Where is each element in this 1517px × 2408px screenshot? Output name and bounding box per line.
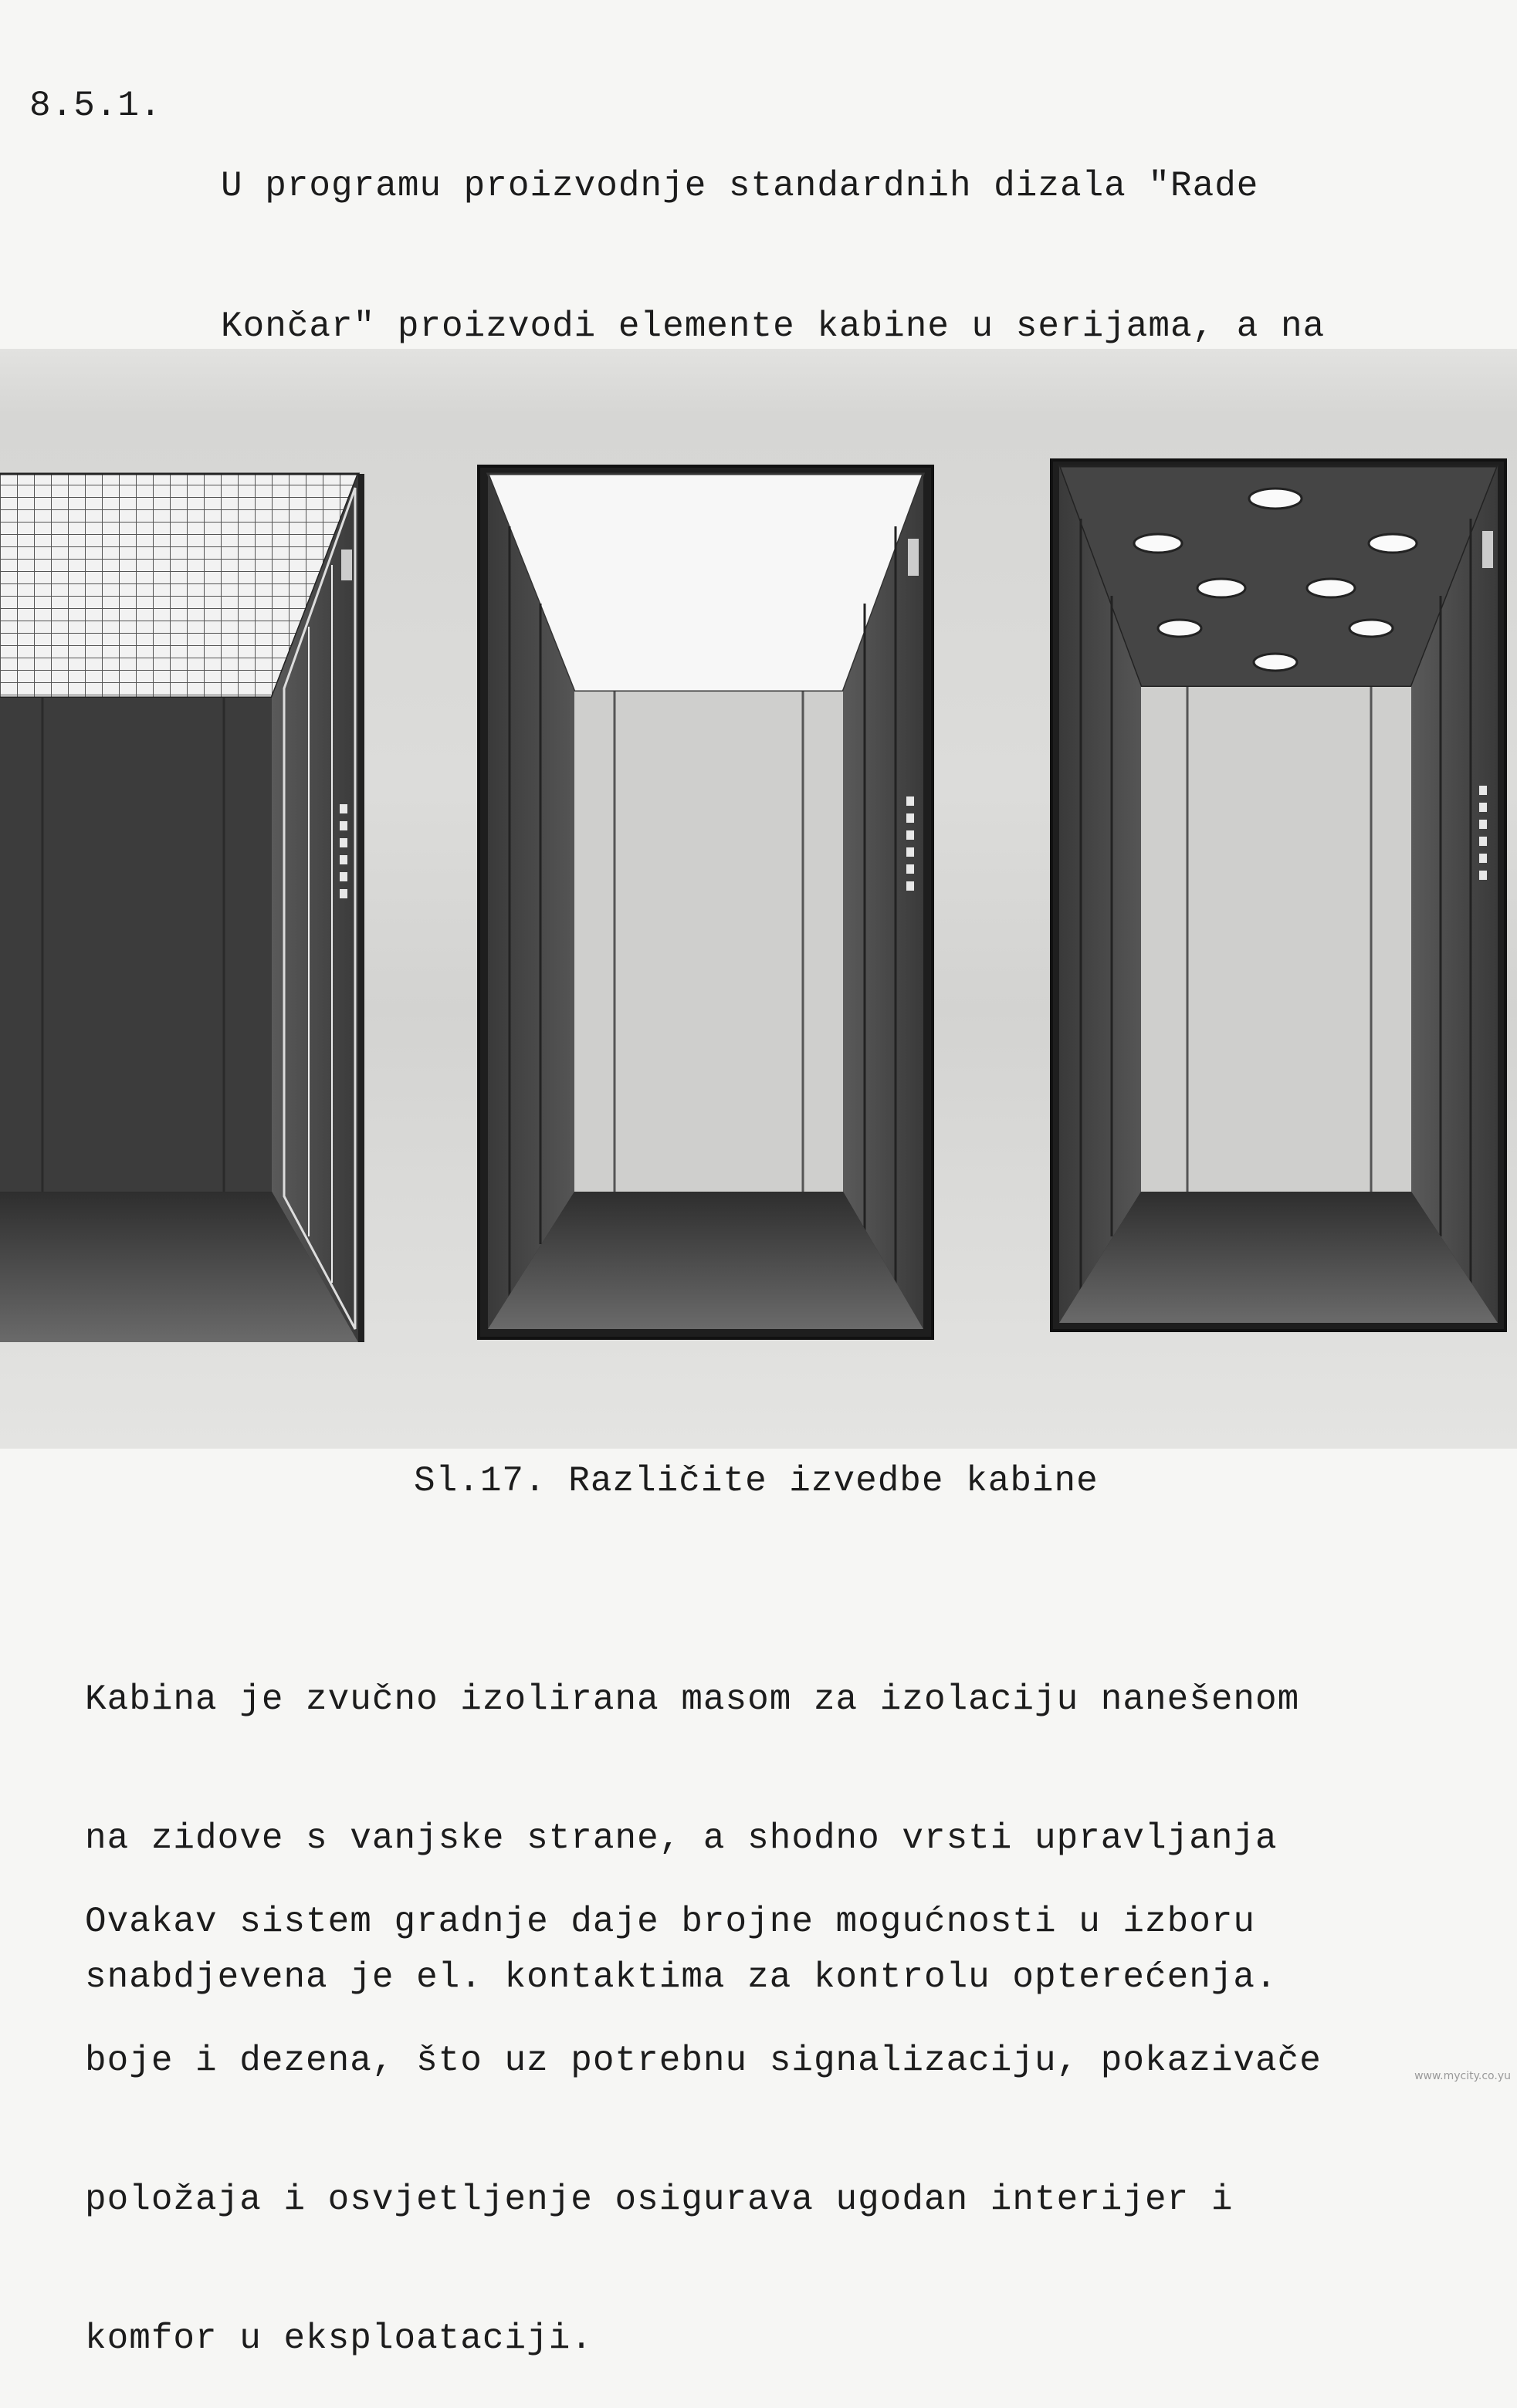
- watermark: www.mycity.co.yu: [1414, 2070, 1511, 2082]
- section-number: 8.5.1.: [29, 86, 162, 126]
- body-paragraph-2: [85, 1812, 1322, 2408]
- body-line: položaja i osvjetljenje osigurava ugodan interijer i: [85, 2180, 1234, 2220]
- body-line: komfor u eksploataciji.: [85, 2318, 593, 2359]
- body-line: Ovakav sistem gradnje daje brojne mogućnosti u izboru: [85, 1902, 1256, 1942]
- body-line: snabdjevena je el. kontaktima za kontrolu opterećenja.: [85, 1957, 1278, 1997]
- body-line: Kabina je zvučno izolirana masom za izolaciju nanešenom: [85, 1679, 1300, 1720]
- figure-caption: Sl.17. Različite izvedbe kabine: [414, 1461, 1099, 1501]
- grid-ceiling-cabin: [0, 474, 364, 1342]
- plain-ceiling-cabin: [479, 466, 933, 1338]
- body-line: na zidove s vanjske strane, a shodno vrsti upravljanja: [85, 1818, 1278, 1858]
- intro-line: U programu proizvodnje standardnih dizala "Rade: [221, 166, 1259, 206]
- spotlight-ceiling-cabin: [1051, 460, 1505, 1331]
- intro-line: Končar" proizvodi elemente kabine u serijama, a na: [221, 306, 1326, 347]
- body-line: boje i dezena, što uz potrebnu signalizaciju, pokazivače: [85, 2041, 1322, 2081]
- cabin-figure: [0, 349, 1517, 1449]
